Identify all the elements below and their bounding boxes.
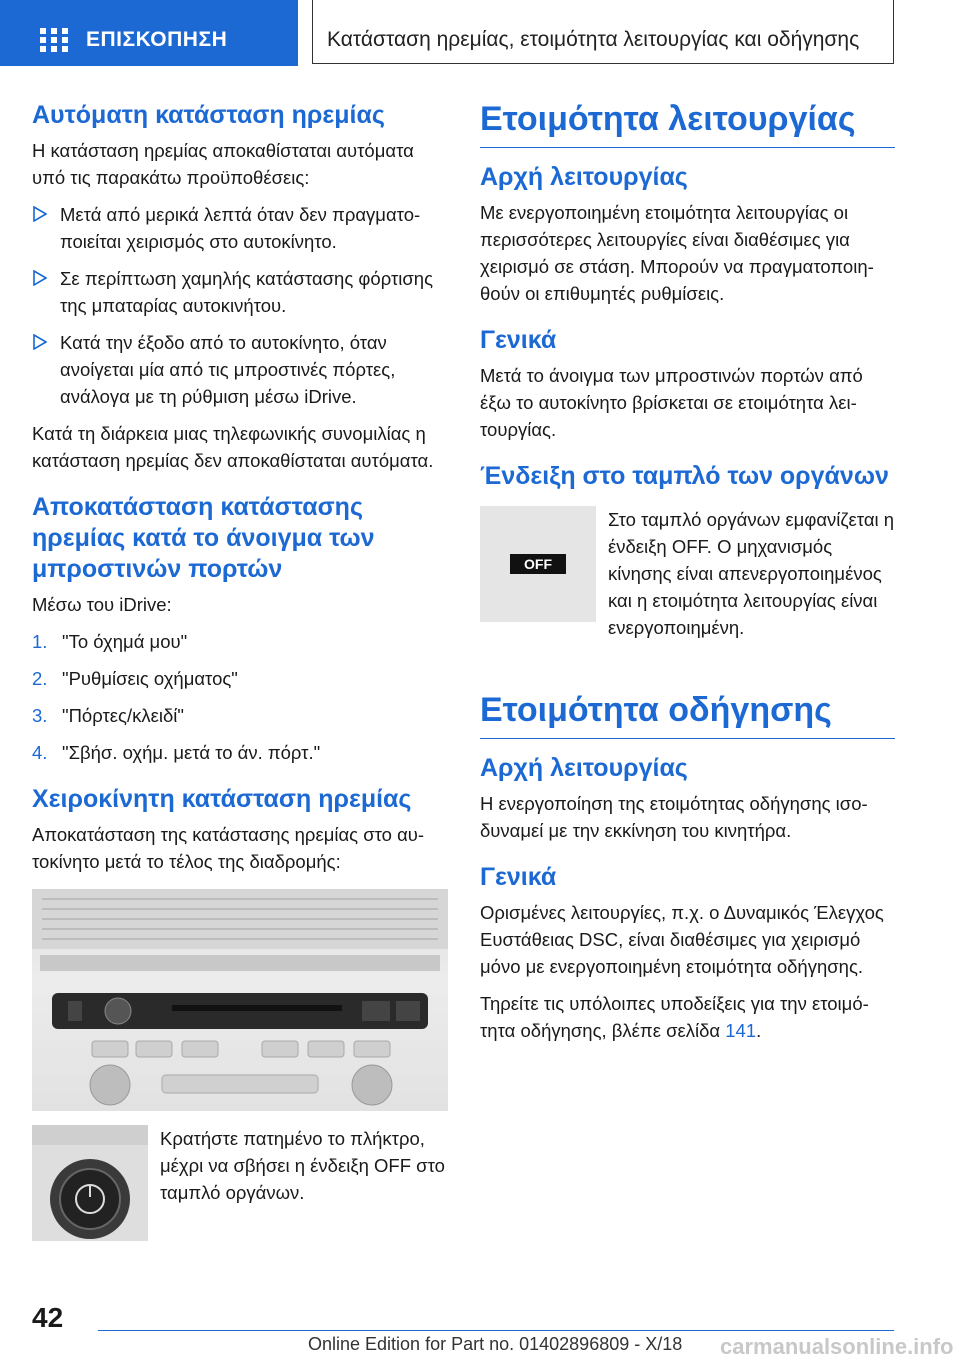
auto-standby-intro: Η κατάσταση ηρεμίας αποκαθίσταται αυτόματα υπό τις παρακάτω προϋποθέσεις: [32, 140, 414, 188]
list-item: 3. "Πόρτες/κλειδί" [32, 705, 184, 726]
knob-row [32, 1125, 448, 1241]
ready-principle-heading: Αρχή λειτουργίας [480, 163, 688, 191]
list-item: Σε περίπτωση χαμηλής κατάστασης φόρτισης της μπαταρίας αυτοκινήτου. [32, 265, 448, 319]
restore-standby-intro: Μέσω του iDrive: [32, 594, 172, 615]
off-display-row [480, 506, 895, 651]
drive-general-section [480, 862, 895, 1044]
triangle-bullet-icon [33, 270, 47, 286]
page-number: 42 [32, 1302, 64, 1333]
restore-steps [32, 628, 448, 766]
triangle-bullet-icon [33, 334, 47, 350]
auto-standby-section [32, 100, 448, 474]
list-item: 1. "Το όχημά μου" [32, 631, 188, 652]
grid-menu-icon [40, 28, 68, 52]
list-item: Μετά από μερικά λεπτά όταν δεν πραγματοποιείται χειρισμός στο αυτοκίνητο. [32, 201, 448, 255]
drive-note: Τηρείτε τις υπόλοιπες υποδείξεις για την ετοιμότητα οδήγησης, βλέπε σελίδα 141. [480, 993, 869, 1041]
tab-overview-label: ΕΠΙΣΚΟΠΗΣΗ [86, 28, 228, 51]
tab-overview[interactable] [0, 0, 298, 66]
display-heading: Ένδειξη στο ταμπλό των οργάνων [480, 462, 889, 490]
console-photo [32, 889, 448, 1111]
restore-standby-section [32, 492, 448, 766]
drive-general-heading: Γενικά [480, 863, 557, 891]
off-indicator: OFF [510, 554, 566, 574]
console-illustration-icon [32, 889, 448, 1111]
drive-heading: Ετοιμότητα οδήγησης [480, 691, 895, 739]
left-column [32, 100, 448, 1241]
page-link[interactable]: 141 [725, 1020, 757, 1041]
ready-general-section [480, 325, 895, 443]
off-display-photo [480, 506, 596, 622]
watermark: carmanualsonline.info [720, 1334, 954, 1359]
knob-instruction: Κρατήστε πατημένο το πλήκτρο, μέχρι να σβήσει η ένδειξη OFF στο ταμπλό οργάνων. [160, 1128, 445, 1203]
drive-general-text: Ορισμένες λειτουργίες, π.χ. ο Δυναμικός Έλεγχος Ευστάθειας DSC, είναι διαθέσιμες για χειρισμό μόνο με ενεργοποιημένη ετοιμότητα οδήγησης. [480, 902, 884, 977]
drive-principle-section [480, 753, 895, 844]
list-item: Κατά την έξοδο από το αυτοκίνητο, όταν ανοίγεται μία από τις μπροστινές πόρτες, ανάλογα με τη ρύθμιση μέσω iDrive. [32, 329, 448, 410]
auto-standby-heading: Αυτόματη κατάσταση ηρεμίας [32, 101, 385, 129]
ready-general-text: Μετά το άνοιγμα των μπροστινών πορτών από έξω το αυτοκίνητο βρίσκεται σε ετοιμότητα λειτουργίας. [480, 365, 863, 440]
triangle-bullet-icon [33, 206, 47, 222]
footer-divider [98, 1330, 894, 1331]
footer-edition: Online Edition for Part no. 01402896809 - X/18 [308, 1334, 683, 1354]
power-knob-photo [32, 1125, 148, 1241]
ready-principle-section [480, 162, 895, 307]
auto-standby-note: Κατά τη διάρκεια μιας τηλεφωνικής συνομιλίας η κατάσταση ηρεμίας δεν αποκαθίσταται αυτόματα. [32, 423, 434, 471]
ready-heading: Ετοιμότητα λειτουργίας [480, 100, 895, 148]
manual-standby-heading: Χειροκίνητη κατάσταση ηρεμίας [32, 785, 412, 813]
ready-general-heading: Γενικά [480, 326, 557, 354]
page-header [0, 0, 960, 66]
auto-standby-bullets [32, 201, 448, 410]
manual-standby-section [32, 784, 448, 1241]
list-item: 2. "Ρυθμίσεις οχήματος" [32, 668, 238, 689]
ready-principle-text: Με ενεργοποιημένη ετοιμότητα λειτουργίας οι περισσότερες λειτουργίες είναι διαθέσιμες για χειρισμό σε στάση. Μπορούν να πραγματοποιηθούν οι επιθυμητές ρυθμίσεις. [480, 202, 874, 304]
manual-standby-text: Αποκατάσταση της κατάστασης ηρεμίας στο αυτοκίνητο μετά το τέλος της διαδρομής: [32, 824, 425, 872]
drive-principle-text: Η ενεργοποίηση της ετοιμότητας οδήγησης ισοδυναμεί με την εκκίνηση του κινητήρα. [480, 793, 868, 841]
right-column [480, 100, 895, 1062]
section-title: Κατάσταση ηρεμίας, ετοιμότητα λειτουργίας και οδήγησης [327, 28, 860, 51]
display-text: Στο ταμπλό οργάνων εμφανίζεται η ένδειξη OFF. Ο μηχανισμός κίνησης είναι απενεργοποιημένος και η ετοιμότητα λειτουργίας είναι ενεργοποιημένη. [608, 509, 895, 638]
tab-section-title[interactable] [312, 0, 894, 64]
drive-principle-heading: Αρχή λειτουργίας [480, 754, 688, 782]
display-section [480, 461, 895, 651]
restore-standby-heading: Αποκατάσταση κατάστασης ηρεμίας κατά το άνοιγμα των μπροστινών πορτών [32, 493, 375, 583]
list-item: 4. "Σβήσ. οχήμ. μετά το άν. πόρτ." [32, 742, 321, 763]
